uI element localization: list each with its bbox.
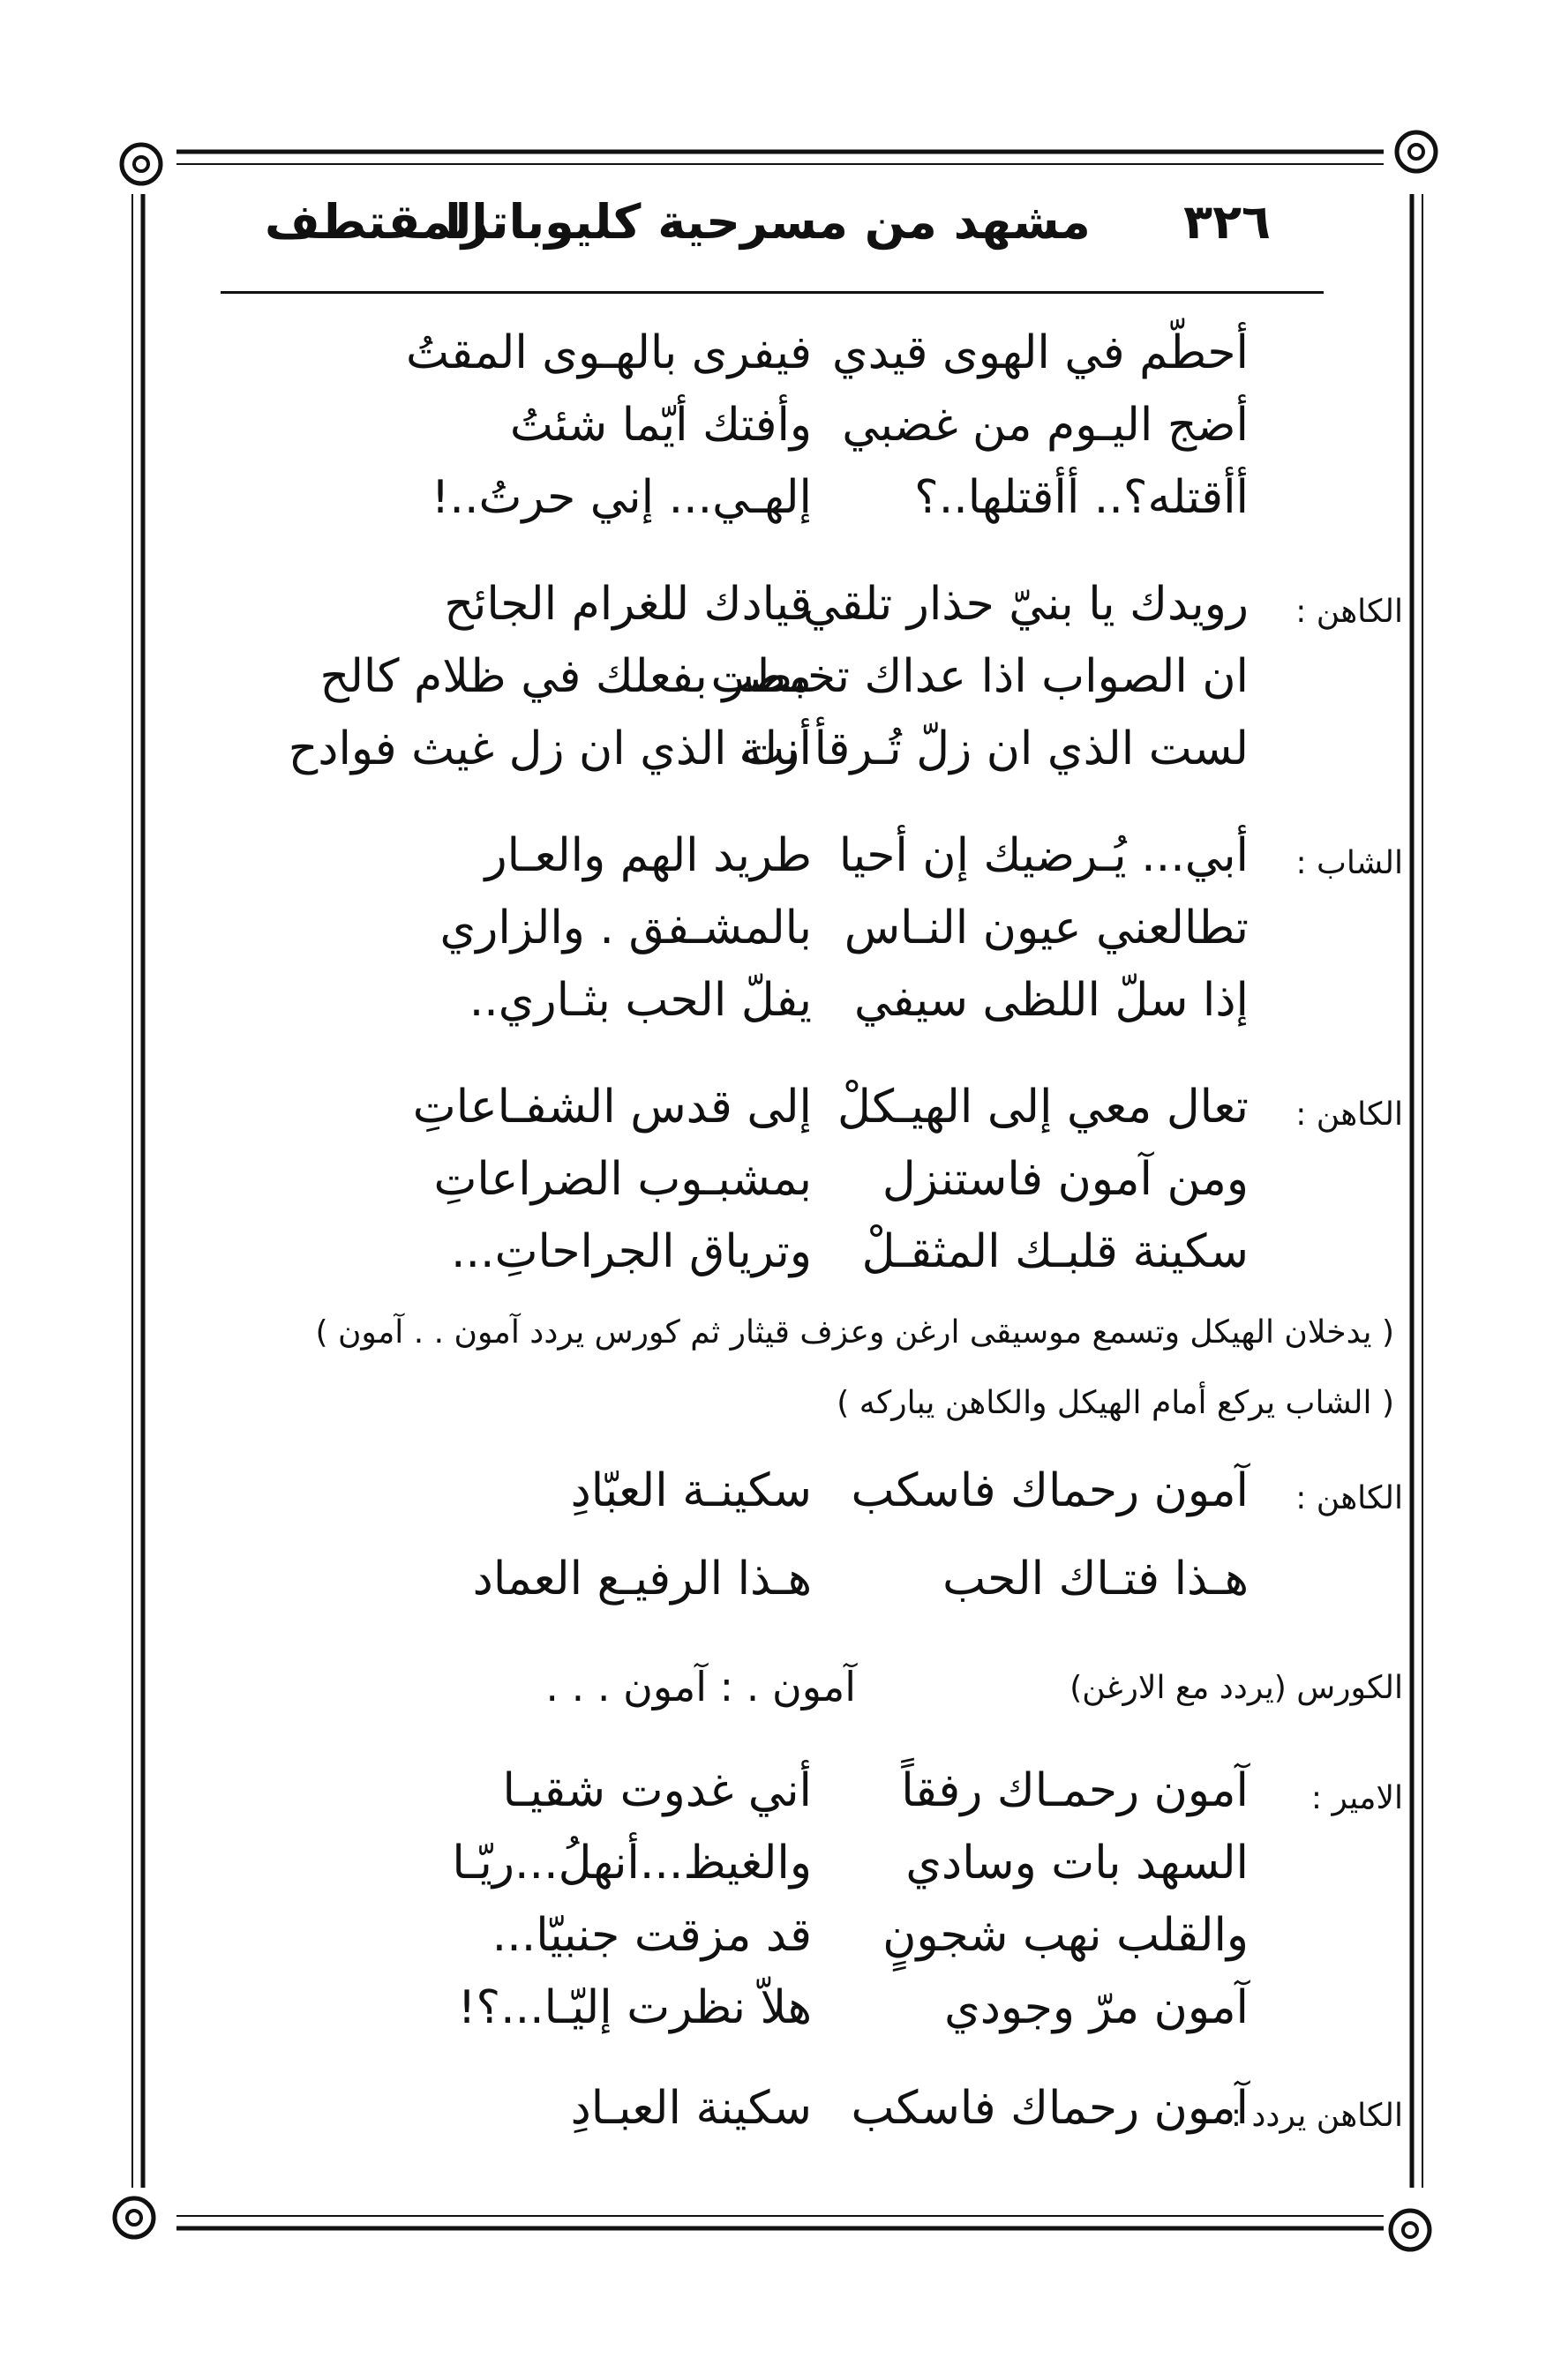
verse-hemistich-first: أبي... يُـرضيك إن أحيا xyxy=(838,829,1249,882)
speaker-label: الشاب : xyxy=(1295,845,1403,881)
verse-hemistich-second: أني غدوت شقيـا xyxy=(502,1764,812,1817)
stanza xyxy=(132,1081,1403,1298)
verse-line xyxy=(132,902,1403,974)
verse-hemistich-second: سكينـة العبّادِ xyxy=(570,1464,812,1517)
verse-hemistich-second: يفلّ الحب بثـاري.. xyxy=(469,974,812,1027)
speaker-label: الكاهن يردد : xyxy=(1230,2098,1403,2134)
stanza xyxy=(132,1764,1403,2054)
verse-hemistich-first: آمون رحمـاك رفقاً xyxy=(901,1764,1249,1817)
verse-line xyxy=(132,1153,1403,1225)
verse-line xyxy=(132,1225,1403,1298)
verse-hemistich-second: إلى قدس الشفـاعاتِ xyxy=(412,1081,812,1134)
stanza xyxy=(132,1464,1403,1625)
verse-line xyxy=(132,399,1403,471)
verse-hemistich-first: رويدك يا بنيّ حذار تلقي xyxy=(802,578,1249,631)
verse-hemistich-second: طريد الهم والعـار xyxy=(484,829,812,882)
page-header xyxy=(212,194,1324,273)
verse-hemistich-second: فيفرى بالهـوى المقتُ xyxy=(406,326,812,379)
verse-hemistich-second: بالمشـفق . والزاري xyxy=(439,902,812,954)
verse-hemistich-first: السهد بات وسادي xyxy=(905,1837,1249,1890)
header-rule xyxy=(221,291,1324,294)
verse-line xyxy=(132,829,1403,902)
verse-hemistich-first: آمون مرّ وجودي xyxy=(944,1981,1249,2034)
journal-name: المقتطف xyxy=(265,194,488,250)
verse-hemistich-first: هـذا فتـاك الحب xyxy=(942,1553,1249,1605)
verse-hemistich-second: وترياق الجراحاتِ... xyxy=(451,1225,812,1278)
verse-line xyxy=(132,578,1403,650)
verse-hemistich-first: أأقتله؟.. أأقتلها..؟ xyxy=(914,471,1249,524)
stage-direction: ( الشاب يركع أمام الهيكل والكاهن يباركه ) xyxy=(837,1385,1394,1421)
stage-direction: ( يدخلان الهيكل وتسمع موسيقى ارغن وعزف قيثار ثم كورس يردد آمون . . آمون ) xyxy=(315,1314,1394,1351)
verse-hemistich-first: تعال معي إلى الهيـكلْ xyxy=(837,1081,1249,1134)
verse-line xyxy=(132,650,1403,722)
verse-hemistich-second: هـذا الرفيـع العماد xyxy=(472,1553,812,1605)
verse-hemistich-second: قيادك للغرام الجائح xyxy=(444,578,812,631)
verse-hemistich-second: إلهـي... إني حرتُ..! xyxy=(431,471,812,524)
stanza xyxy=(132,829,1403,1046)
verse-hemistich-first: سكينة قلبـك المثقـلْ xyxy=(861,1225,1249,1278)
verse-line xyxy=(132,1981,1403,2054)
page xyxy=(132,141,1403,2258)
verse-hemistich-second: وأفتك أيّما شئتُ xyxy=(509,399,812,452)
stanza xyxy=(132,2082,1403,2154)
verse-line xyxy=(132,1553,1403,1625)
article-title: مشهد من مسرحية كليوباترا xyxy=(445,194,1091,250)
verse-line xyxy=(132,1837,1403,1909)
verse-hemistich-first: لست الذي ان زلّ تُـرقأ زلة xyxy=(739,722,1249,775)
speaker-label: الامير : xyxy=(1310,1780,1403,1816)
speaker-label: الكورس (يردد مع الارغن) xyxy=(1069,1670,1403,1706)
verse-hemistich-first: ان الصواب اذا عداك تخبطت xyxy=(710,650,1249,703)
verse-hemistich-second: قد مزقت جنبيّا... xyxy=(492,1909,812,1962)
speaker-label: الكاهن : xyxy=(1295,594,1403,630)
stanza xyxy=(132,326,1403,543)
verse-hemistich-first: والقلب نهب شجونٍ xyxy=(882,1909,1249,1962)
verse-hemistich-second: سكينة العبـادِ xyxy=(570,2082,812,2135)
verse-line xyxy=(132,1081,1403,1153)
verse-hemistich-second: أنت الذي ان زل غيث فوادح xyxy=(288,722,812,775)
verse-hemistich-second: والغيظ...أنهلُ...ريّـا xyxy=(452,1837,812,1890)
verse-hemistich-first: إذا سلّ اللظى سيفي xyxy=(853,974,1249,1027)
verse-line xyxy=(132,471,1403,543)
chorus-text: آمون . : آمون . . . xyxy=(545,1663,856,1710)
page-number: ٣٢٦ xyxy=(1183,194,1271,250)
stanza xyxy=(132,578,1403,795)
verse-hemistich-first: أضج اليـوم من غضبي xyxy=(842,399,1249,452)
speaker-label: الكاهن : xyxy=(1295,1480,1403,1516)
verse-line xyxy=(132,722,1403,795)
verse-hemistich-first: أحطّم في الهوى قيدي xyxy=(831,326,1249,379)
verse-hemistich-first: ومن آمون فاستنزل xyxy=(882,1153,1249,1206)
verse-hemistich-second: مصر بفعلك في ظلام كالح xyxy=(319,650,812,703)
verse-hemistich-first: آمون رحماك فاسكب xyxy=(851,1464,1249,1517)
verse-hemistich-first: آمون رحماك فاسكب xyxy=(851,2082,1249,2135)
verse-line xyxy=(132,1764,1403,1837)
verse-line xyxy=(132,974,1403,1046)
verse-hemistich-first: تطالعني عيون النـاس xyxy=(844,902,1249,954)
verse-line xyxy=(132,2082,1403,2154)
verse-hemistich-second: بمشبـوب الضراعاتِ xyxy=(433,1153,812,1206)
verse-hemistich-second: هلاّ نظرت إليّـا...؟! xyxy=(457,1981,812,2034)
verse-line xyxy=(132,1909,1403,1981)
verse-line xyxy=(132,1464,1403,1553)
verse-line xyxy=(132,326,1403,399)
speaker-label: الكاهن : xyxy=(1295,1096,1403,1133)
